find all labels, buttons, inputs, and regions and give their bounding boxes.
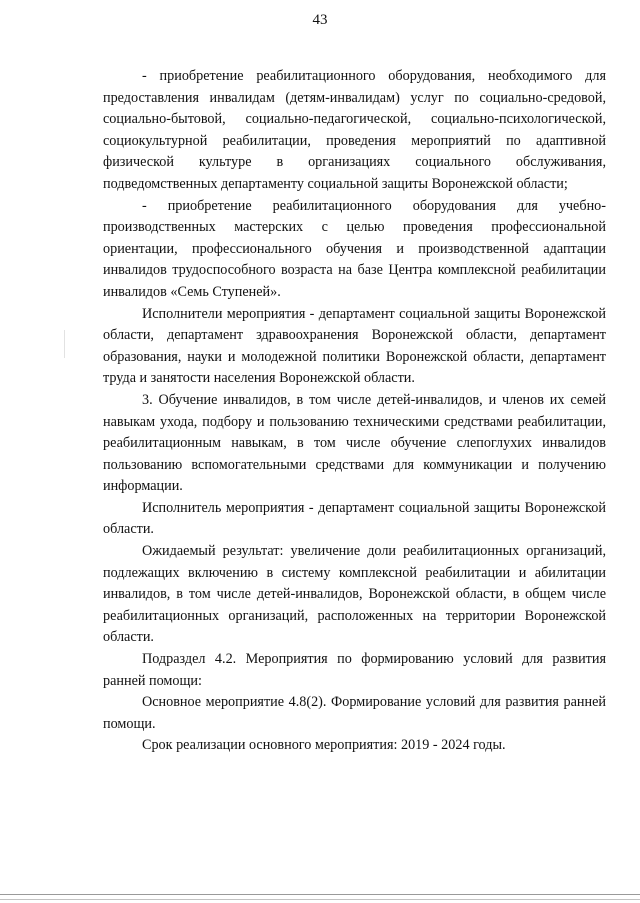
paragraph-implementation-period: Срок реализации основного мероприятия: 2019 - 2024 годы. <box>142 737 506 754</box>
paragraph-training-item: 3. Обучение инвалидов, в том числе детей-инвалидов, и членов их семей навыкам ухода, подбору и пользованию техническими средствами реабилитации, реабилитационным навыкам, в том числе обучение слепоглухих инвалидов пользованию вспомогательными средствами для коммуникации и получению информации. <box>103 391 606 495</box>
page-number: 43 <box>312 12 328 28</box>
footer-divider-secondary <box>0 899 640 900</box>
document-body <box>103 66 606 757</box>
scan-artifact <box>64 330 65 358</box>
footer-divider <box>0 894 640 895</box>
paragraph-equipment-workshops: - приобретение реабилитационного оборудования для учебно-производственных мастерских с целью проведения профессиональной ориентации, профессионального обучения и производственной адаптации инвалидов трудоспособного возраста на базе Центра комплексной реабилитации инвалидов «Семь Ступеней». <box>103 197 606 300</box>
paragraph-expected-result: Ожидаемый результат: увеличение доли реабилитационных организаций, подлежащих включению в систему комплексной реабилитации и абилитации инвалидов, в том числе детей-инвалидов, Воронежской области, в общем числе реабилитационных организаций, расположенных на территории Воронежской области. <box>103 543 606 646</box>
paragraph-equipment-social: - приобретение реабилитационного оборудования, необходимого для предоставления инвалидам (детям-инвалидам) услуг по социально-средовой, социально-бытовой, социально-педагогической, социально-психологической, социокультурной реабилитации, проведения мероприятий по адаптивной физической культуре в организациях социального обслуживания, подведомственных департаменту социальной защиты Воронежской области; <box>103 68 606 192</box>
paragraph-executor-second: Исполнитель мероприятия - департамент социальной защиты Воронежской области. <box>103 499 606 538</box>
paragraph-subsection-heading: Подраздел 4.2. Мероприятия по формированию условий для развития ранней помощи: <box>103 651 606 689</box>
paragraph-executors-first: Исполнители мероприятия - департамент социальной защиты Воронежской области, департамент здравоохранения Воронежской области, департамент образования, науки и молодежной политики Воронежской области, департамент труда и занятости населения Воронежской области. <box>103 305 606 387</box>
paragraph-main-activity: Основное мероприятие 4.8(2). Формирование условий для развития ранней помощи. <box>103 694 606 732</box>
